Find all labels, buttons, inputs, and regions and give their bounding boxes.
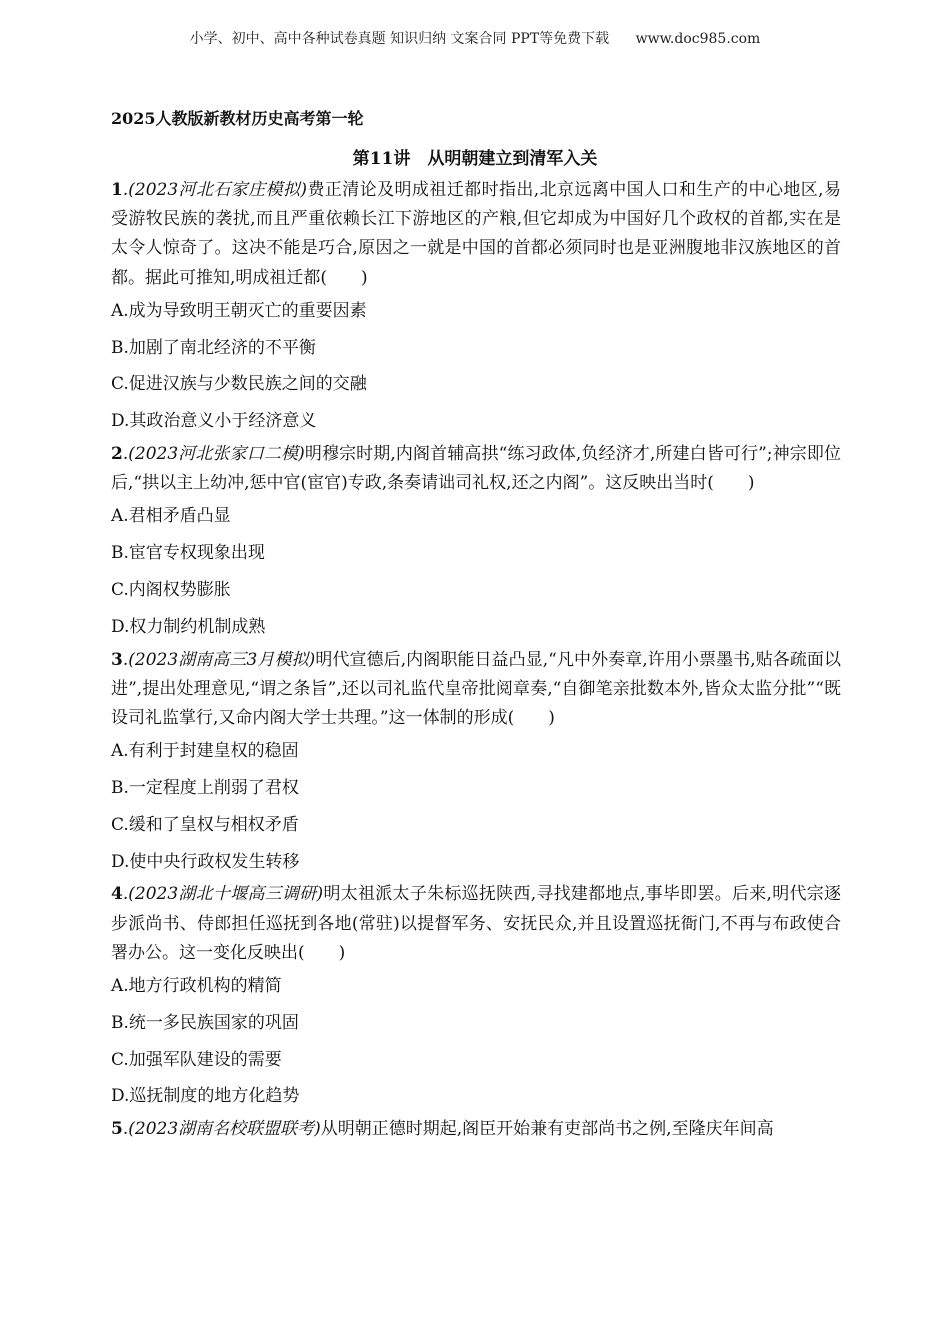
option-a: A.有利于封建皇权的稳固 (111, 741, 299, 762)
question-source: .(2023河北石家庄模拟) (122, 180, 308, 200)
question-text: 从明朝正德时期起,阁臣开始兼有吏部尚书之例,至隆庆年间高 (320, 1119, 774, 1140)
question-2 (111, 440, 841, 646)
question-stem (111, 1115, 841, 1144)
option-a: A.地方行政机构的精简 (111, 976, 282, 996)
question-1 (111, 176, 841, 440)
option-b: B.一定程度上削弱了君权 (111, 778, 299, 798)
question-text: 明穆宗时期,内阁首辅高拱“练习政体,负经济才,所建白皆可行”;神宗即位后,“拱以主上幼冲,惩中官(宦官)专政,条奏请诎司礼权,还之内阁”。这反映出当时( ) (111, 444, 841, 494)
question-source: .(2023湖北十堰高三调研) (122, 884, 324, 905)
option-c: C.加强军队建设的需要 (111, 1049, 282, 1070)
question-stem (111, 880, 841, 968)
option-c: C.内阁权势膨胀 (111, 580, 231, 600)
question-number: 2 (111, 444, 123, 464)
question-4 (111, 880, 841, 1115)
question-source: .(2023河北张家口二模) (122, 444, 305, 464)
option-d: D.权力制约机制成熟 (111, 616, 266, 637)
document-title: 2025人教版新教材历史高考第一轮 (111, 109, 364, 128)
option-b: B.加剧了南北经济的不平衡 (111, 337, 316, 358)
option-a: A.成为导致明王朝灭亡的重要因素 (111, 300, 367, 321)
question-number: 4 (111, 884, 123, 905)
question-stem (111, 176, 841, 293)
question-stem (111, 646, 841, 734)
option-d: D.其政治意义小于经济意义 (111, 411, 317, 432)
lesson-title: 第11讲 从明朝建立到清军入关 (352, 149, 598, 169)
header-text: 小学、初中、高中各种试卷真题 知识归纳 文案合同 PPT等免费下载 (189, 31, 610, 47)
option-c: C.缓和了皇权与相权矛盾 (111, 814, 299, 835)
option-b: B.统一多民族国家的巩固 (111, 1012, 299, 1033)
option-a: A.君相矛盾凸显 (111, 506, 231, 527)
question-text: 费正清论及明成祖迁都时指出,北京远离中国人口和生产的中心地区,易受游牧民族的袭扰,而且严重依赖长江下游地区的产粮,但它却成为中国好几个政权的首都,实在是太令人惊奇了。这决不能是巧合,原因之一就是中国的首都必须同时也是亚洲腹地非汉族地区的首都。据此可推知,明成祖迁都( ) (111, 180, 841, 288)
question-text: 明太祖派太子朱标巡抚陕西,寻找建都地点,事毕即罢。后来,明代宗逐步派尚书、侍郎担任巡抚到各地(常驻)以提督军务、安抚民众,并且设置巡抚衙门,不再与布政使合署办公。这一变化反映出( ) (111, 884, 841, 963)
question-5 (111, 1115, 841, 1144)
question-number: 1 (111, 180, 123, 200)
question-source: .(2023湖南名校联盟联考) (122, 1119, 321, 1140)
option-b: B.宦官专权现象出现 (111, 543, 265, 564)
question-stem (111, 440, 841, 498)
question-list (111, 176, 841, 1144)
question-3 (111, 646, 841, 881)
option-d: D.巡抚制度的地方化趋势 (111, 1086, 300, 1107)
question-number: 5 (111, 1119, 123, 1140)
option-c: C.促进汉族与少数民族之间的交融 (111, 374, 367, 395)
header-site[interactable]: www.doc985.com (635, 31, 761, 47)
question-number: 3 (111, 649, 123, 670)
option-d: D.使中央行政权发生转移 (111, 851, 300, 872)
question-source: .(2023湖南高三3月模拟) (122, 649, 316, 670)
page-header (0, 28, 950, 48)
question-text: 明代宣德后,内阁职能日益凸显,“凡中外奏章,许用小票墨书,贴各疏面以进”,提出处理意见,“谓之条旨”,还以司礼监代皇帝批阅章奏,“自御笔亲批数本外,皆众太监分批”“既设司礼监掌行,又命内阁大学士共理。”这一体制的形成( ) (111, 649, 842, 728)
